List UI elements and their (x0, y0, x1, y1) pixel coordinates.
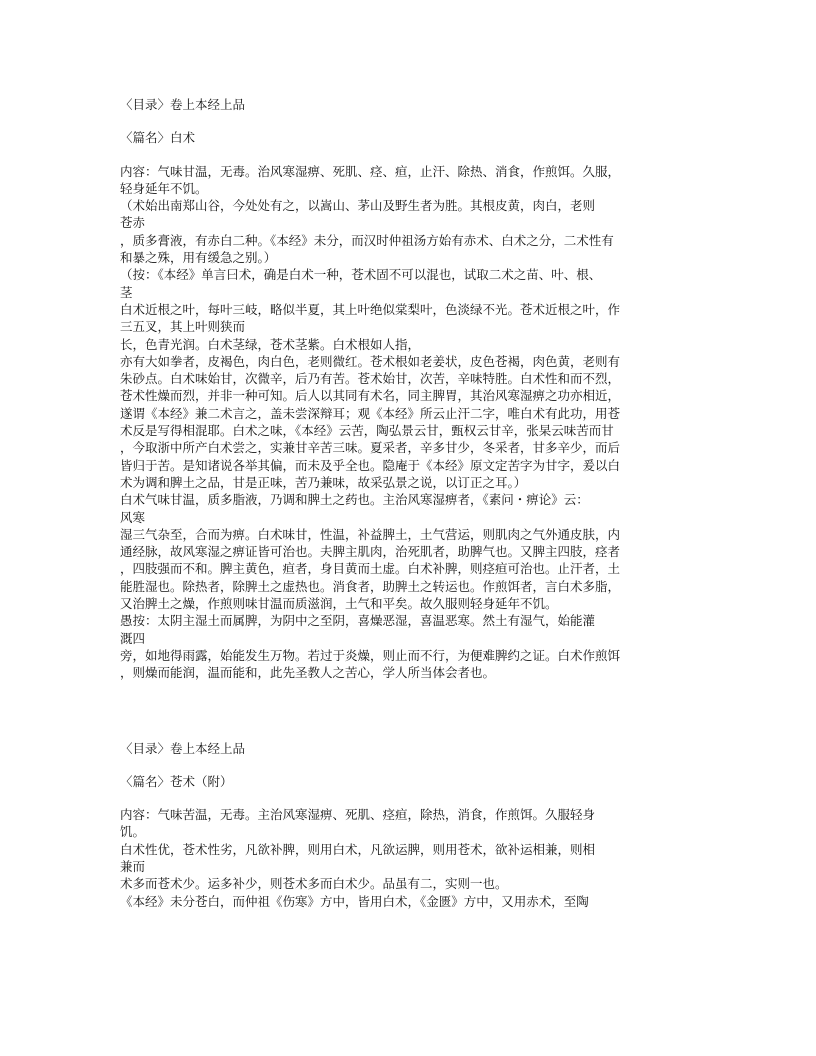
text-line: 湿三气杂至，合而为痹。白术味甘，性温，补益脾土，土气营运，则肌肉之气外通皮肤，内 (120, 526, 621, 542)
text-line: 兼而 (120, 858, 146, 874)
catalog-line: 〈目录〉卷上本经上品 (120, 740, 246, 756)
catalog-line: 〈目录〉卷上本经上品 (120, 97, 246, 112)
text-line: 术反是写得相混耶。白术之味，《本经》云苦，陶弘景云甘，甄权云甘辛，张杲云味苦而甘 (120, 423, 614, 439)
section-title: 〈篇名〉苍术（附） (120, 773, 233, 789)
text-line: ，四肢强而不和。脾主黄色，疸者，身目黄而土虚。白术补脾，则痉疸可治也。止汗者，土 (120, 561, 621, 577)
text-line: 术多而苍术少。运多补少，则苍术多而白术少。品虽有二，实则一也。 (120, 876, 508, 892)
entry-body (120, 806, 710, 910)
text-line: 皆归于苦。是知诸说各举其偏，而未及乎全也。隐庵于《本经》原文定苦字为甘字，爰以白 (120, 457, 621, 473)
entry-baizhu (120, 96, 710, 682)
text-line: 白术性优，苍术性劣，凡欲补脾，则用白术，凡欲运脾，则用苍术，欲补运相兼，则相 (120, 841, 596, 857)
entry-body (120, 163, 710, 682)
text-line: 白术近根之叶，每叶三岐，略似半夏，其上叶绝似棠梨叶，色淡绿不光。苍术近根之叶，作 (120, 301, 621, 317)
text-line: 遂谓《本经》兼二术言之，盖未尝深辩耳；观《本经》所云止汗二字，唯白术有此功，用苍 (120, 405, 621, 421)
text-line: ，今取浙中所产白术尝之，实兼甘辛苦三味。夏采者，辛多甘少，冬采者，甘多辛少，而后 (120, 440, 621, 456)
text-line: 愚按：太阴主湿土而属脾，为阴中之至阴，喜燥恶湿，喜温恶寒。然土有湿气，始能灌 (120, 613, 596, 629)
section-title: 〈篇名〉白术 (120, 130, 196, 146)
text-line: 和暴之殊，用有缓急之别。） (120, 250, 277, 266)
text-line: 亦有大如拳者，皮褐色，肉白色，老则微红。苍术根如老姜状，皮色苍褐，肉色黄，老则有 (120, 353, 621, 369)
text-line: 又治脾土之燥，作煎则味甘温而质滋润，土气和平矣。故久服则轻身延年不饥。 (120, 596, 558, 612)
text-line: 三五叉，其上叶则狭而 (120, 319, 246, 335)
text-line: ，质多膏液，有赤白二种。《本经》未分，而汉时仲祖汤方始有赤术、白术之分，二术性有 (120, 232, 614, 248)
text-line: 内容：气味苦温，无毒。主治风寒湿痹、死肌、痉疸，除热，消食，作煎饵。久服轻身 (120, 807, 596, 823)
text-line: 溉四 (120, 630, 146, 646)
text-line: 茎 (120, 284, 133, 300)
text-line: （按：《本经》单言曰术，确是白术一种，苍术固不可以混也，试取二术之苗、叶、根、 (120, 267, 602, 283)
text-line: 通经脉，故风寒湿之痹证皆可治也。夫脾主肌肉，治死肌者，助脾气也。又脾主四肢，痉者 (120, 544, 621, 560)
text-line: ，则燥而能润，温而能和，此先圣教人之苦心，学人所当体会者也。 (120, 665, 496, 681)
text-line: 内容：气味甘温，无毒。治风寒湿痹、死肌、痉、疸，止汗、除热、消食，作煎饵。久服， (120, 163, 621, 179)
text-line: 能胜湿也。除热者，除脾土之虚热也。消食者，助脾土之转运也。作煎饵者，言白术多脂， (120, 578, 621, 594)
text-line: 苍术性燥而烈，并非一种可知。后人以其同有术名，同主脾胃，其治风寒湿痹之功亦相近， (120, 388, 621, 404)
text-line: 白术气味甘温，质多脂液，乃调和脾土之药也。主治风寒湿痹者，《素问・痹论》云： (120, 492, 589, 508)
text-line: 长，色青光润。白术茎绿，苍术茎紫。白术根如人指， (120, 336, 421, 352)
entry-cangzhu (120, 740, 710, 910)
text-line: 苍赤 (120, 215, 146, 231)
text-line: 《本经》未分苍白，而仲祖《伤寒》方中，皆用白术，《金匮》方中，又用赤术，至陶 (120, 893, 589, 909)
text-line: 朱砂点。白术味始甘，次微辛，后乃有苦。苍术始甘，次苦，辛味特胜。白术性和而不烈， (120, 371, 621, 387)
text-line: 饥。 (120, 824, 146, 840)
text-line: 术为调和脾土之品，甘是正味，苦乃兼味，故采弘景之说，以订正之耳。） (120, 474, 527, 490)
text-line: 旁，如地得雨露，始能发生万物。若过于炎燥，则止而不行，为便难脾约之证。白术作煎饵 (120, 647, 621, 663)
text-line: 风寒 (120, 509, 146, 525)
text-line: 轻身延年不饥。 (120, 180, 208, 196)
text-line: （术始出南郑山谷，今处处有之，以嵩山、茅山及野生者为胜。其根皮黄，肉白，老则 (120, 198, 596, 214)
document-page (120, 96, 710, 910)
